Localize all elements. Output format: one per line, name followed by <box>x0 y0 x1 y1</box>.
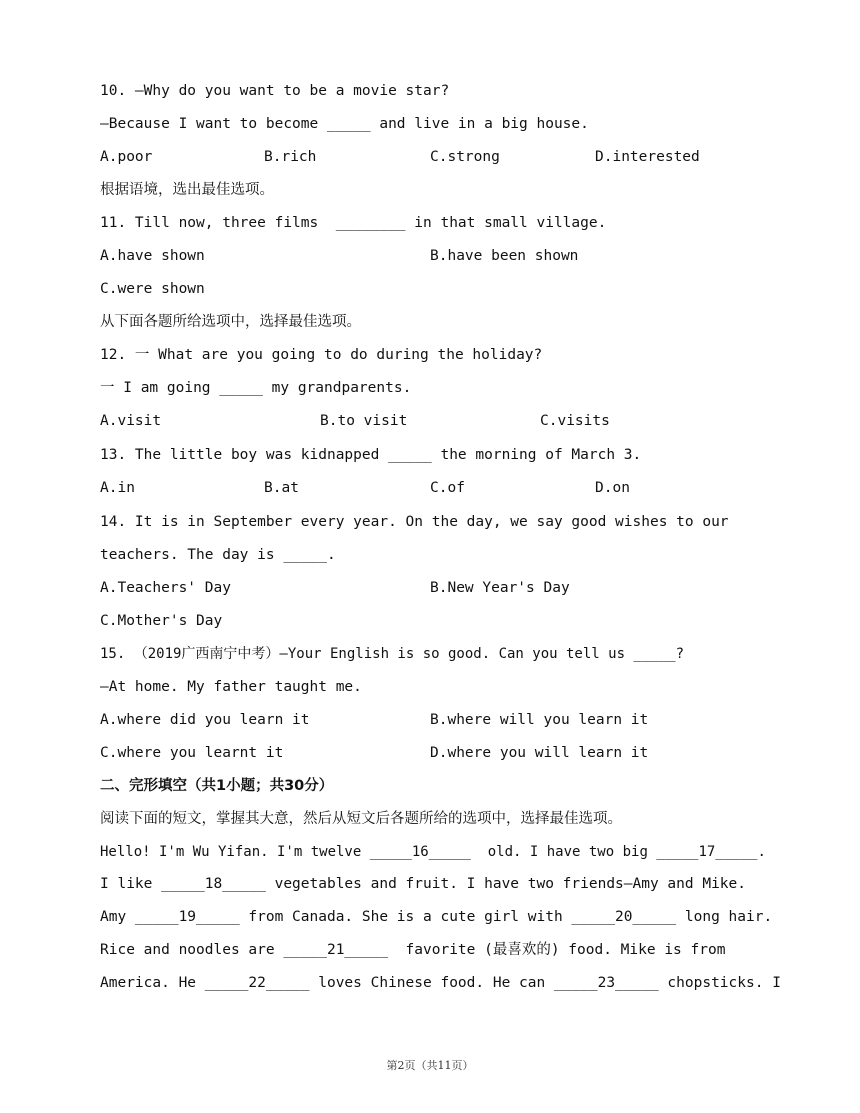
q12-option-a: A.visit <box>100 413 162 429</box>
passage-line: I like _____18_____ vegetables and fruit. I have two friends—Amy and Mike. <box>100 876 747 892</box>
page-footer: 第2页（共11页） <box>386 1059 474 1072</box>
q14-line2: teachers. The day is _____. <box>100 547 336 563</box>
instruction-2: 从下面各题所给选项中，选择最佳选项。 <box>100 314 361 330</box>
q13-option-c: C.of <box>430 480 465 496</box>
q11-option-b: B.have been shown <box>430 248 579 264</box>
q14-option-b: B.New Year's Day <box>430 580 570 596</box>
q15-stem: 15. （2019广西南宁中考）—Your English is so good. Can you tell us _____? <box>100 646 685 662</box>
q11-stem: 11. Till now, three films ________ in that small village. <box>100 215 607 231</box>
q10-stem: 10. —Why do you want to be a movie star? <box>100 83 450 99</box>
q10-option-a: A.poor <box>100 149 153 165</box>
q11-option-c: C.were shown <box>100 281 205 297</box>
q12-stem: 12. 一 What are you going to do during the holiday? <box>100 347 543 363</box>
q10-option-b: B.rich <box>264 149 317 165</box>
q15-option-c: C.where you learnt it <box>100 745 284 761</box>
q13-stem: 13. The little boy was kidnapped _____ the morning of March 3. <box>100 447 642 463</box>
q14-stem: 14. It is in September every year. On the day, we say good wishes to our <box>100 514 729 530</box>
q12-option-c: C.visits <box>540 413 610 429</box>
passage-line: Rice and noodles are _____21_____ favorite (最喜欢的) food. Mike is from <box>100 942 726 958</box>
q13-option-d: D.on <box>595 480 630 496</box>
q10-option-c: C.strong <box>430 149 500 165</box>
q15-line2: —At home. My father taught me. <box>100 679 362 695</box>
q10-line2: —Because I want to become _____ and live in a big house. <box>100 116 589 132</box>
q14-option-a: A.Teachers' Day <box>100 580 231 596</box>
q14-option-c: C.Mother's Day <box>100 613 223 629</box>
q13-option-a: A.in <box>100 480 135 496</box>
q11-option-a: A.have shown <box>100 248 205 264</box>
q15-option-a: A.where did you learn it <box>100 712 310 728</box>
passage-line: Hello! I'm Wu Yifan. I'm twelve _____16_____ old. I have two big _____17_____. <box>100 844 766 860</box>
q12-option-b: B.to visit <box>320 413 408 429</box>
q15-option-d: D.where you will learn it <box>430 745 649 761</box>
q12-line2: 一 I am going _____ my grandparents. <box>100 380 412 396</box>
q10-option-d: D.interested <box>595 149 700 165</box>
q13-option-b: B.at <box>264 480 299 496</box>
q15-option-b: B.where will you learn it <box>430 712 649 728</box>
section-heading: 二、完形填空（共1小题；共30分） <box>100 778 334 794</box>
passage-line: America. He _____22_____ loves Chinese food. He can _____23_____ chopsticks. I <box>100 975 781 991</box>
section-instruction: 阅读下面的短文，掌握其大意，然后从短文后各题所给的选项中，选择最佳选项。 <box>100 811 622 827</box>
instruction-1: 根据语境，选出最佳选项。 <box>100 182 274 198</box>
passage-line: Amy _____19_____ from Canada. She is a cute girl with _____20_____ long hair. <box>100 909 773 925</box>
